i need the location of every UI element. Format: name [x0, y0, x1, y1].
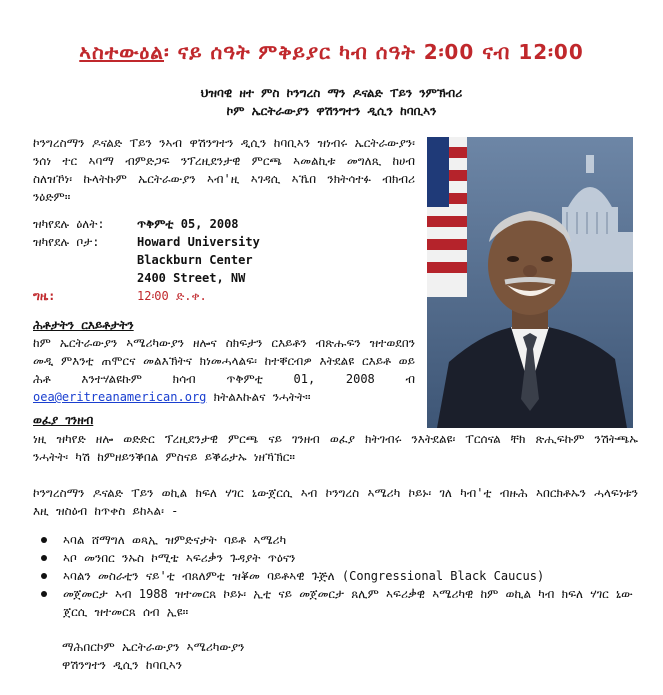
- event-date: [33, 215, 418, 233]
- event-time: [33, 287, 418, 305]
- place-line-3: 2400 Street, NW: [137, 271, 246, 285]
- date-label: ዝካየደሉ ዕለት:: [33, 217, 105, 231]
- bio-paragraph: ኮንግረስማን ዶናልድ ፐይን ወኪል ክፍለ ሃገር ኒውጀርሲ ኣብ ኮንግረስ ኣሜሪካ ኮይኑ፡ ገለ ካብ'ቲ ብዙሕ ኣበርክቶኡን ሓላፍነቱን እዚ ዝስዕብ ከጥቀስ ይከኣል፡ -: [33, 486, 638, 518]
- signature-line-1: ማሕበርኮም ኤርትራውያን ኣሜሪካውያን: [62, 640, 245, 654]
- signature: [62, 638, 622, 674]
- questions-paragraph: [33, 334, 415, 406]
- list-item: መጀመርታ ኣብ 1988 ዝተመርጸ ኮይኑ፡ ኢቲ ናይ መጀመርታ ጸሊም ኣፍሪቃዊ ኣሜሪካዊ ከም ወኪል ካብ ክፍለ ሃገር ኒው ጀርሲ ዝተመርጸ ሰብ ኢዩ።: [33, 585, 638, 621]
- congressman-portrait: [427, 137, 633, 428]
- intro-paragraph: ኮንግረስማን ዶናልድ ፐይን ንኣብ ዋሽንግተን ዲሲን ከባቢኣን ዝነብሩ ኤርትራውያን፡ ንሰነ ተር ኣባማ ብምድጋፍ ንፕረዚደንታዊ ምርጫ ኣመልኪቱ መግለጺ ከሀብ ስለዝኾነ፡ ኩላትኩም ኤርትራውያን ኣብ'ዚ ኣገዳሲ ኣኼበ ንክትሳተፉ ብክብሪ ንዕድም።: [33, 136, 415, 204]
- bio-list: [33, 531, 638, 621]
- place-line-1: Howard University: [137, 235, 260, 249]
- questions-text: ከም ኤርትራውያን ኣሜሪካውያን ዘሎና ስክፍታን ርእይቶን ብጽሑፍን ዝተወደበን መዲ ምእንቲ ጠሞርና መልእኽትና ክነመሓላልፍ፡ ከተቐርብዎ እትደልዩ ርእይቶ ወይ ሕቶ እንተሃልዩኩም ክሳብ ጥቅምቲ 01, 2008 ብ: [33, 336, 415, 386]
- questions-text-end: ክትልእኩልና ንሓትት።: [206, 390, 311, 404]
- list-item: ኣባል ሸማግለ ወጻኢ ዝምድናታት ባይቶ ኣሜሪካ: [33, 531, 638, 549]
- date-value: ጥቅምቲ 05, 2008: [137, 217, 239, 231]
- event-place: [33, 233, 418, 287]
- place-label: ዝካየደሉ ቦታ:: [33, 235, 100, 249]
- questions-heading: ሕቶታትን ርእይቶታትን: [33, 318, 134, 332]
- subtitle-line-1: ህዝባዊ ዘተ ምስ ኮንግረስ ማን ዶናልድ ፐይን ንምኽብሪ: [200, 86, 463, 100]
- page-title: [0, 40, 663, 64]
- bullet-icon: [41, 573, 47, 579]
- email-link[interactable]: oea@eritreanamerican.org: [33, 390, 207, 404]
- donation-heading: ወፈያ ገንዘብ: [33, 413, 94, 427]
- bullet-icon: [41, 537, 47, 543]
- title-notice-text: ፡ ናይ ሰዓት ምቅይያር ካብ ሰዓት 2፡00 ናብ 12፡00: [164, 40, 584, 64]
- bullet-icon: [41, 591, 47, 597]
- time-label: ግዜ:: [33, 289, 56, 303]
- bullet-icon: [41, 555, 47, 561]
- list-item: ኣቦ መንበር ንኡስ ኮሚቴ ኣፍሪቃን ጉዳያት ጥዕናን: [33, 549, 638, 567]
- event-subtitle: [0, 84, 663, 120]
- title-notice-word: ኣስተውዕል: [79, 40, 164, 64]
- portrait-image: [427, 137, 633, 428]
- signature-line-2: ዋሽንግተን ዲሲን ከባቢኣን: [62, 658, 183, 672]
- list-item: ኣባልን መስራቲን ናይ'ቲ ብጸለምቲ ዝቖመ ባይቶኣዊ ጉጅለ (Congressional Black Caucus): [33, 567, 638, 585]
- place-line-2: Blackburn Center: [137, 253, 253, 267]
- donation-paragraph: ነዚ ዝካየድ ዘሎ ወድድር ፕረዚደንታዊ ምርጫ ናይ ገንዘብ ወፈያ ክትገብሩ ንእትደልዩ፡ ፐርሰናል ቸክ ጽሒፍኩም ንሽትጫኡ ንሓትት፡ ካሽ ከምዘይንቕበል ምስናይ ይቕሬታኡ ነዘኻኽር።: [33, 432, 638, 464]
- subtitle-line-2: ኮም ኤርትራውያን ዋሽንግተን ዲሲን ከባቢኣን: [226, 104, 437, 118]
- time-value: 12፡00 ድ.ቀ.: [137, 289, 207, 303]
